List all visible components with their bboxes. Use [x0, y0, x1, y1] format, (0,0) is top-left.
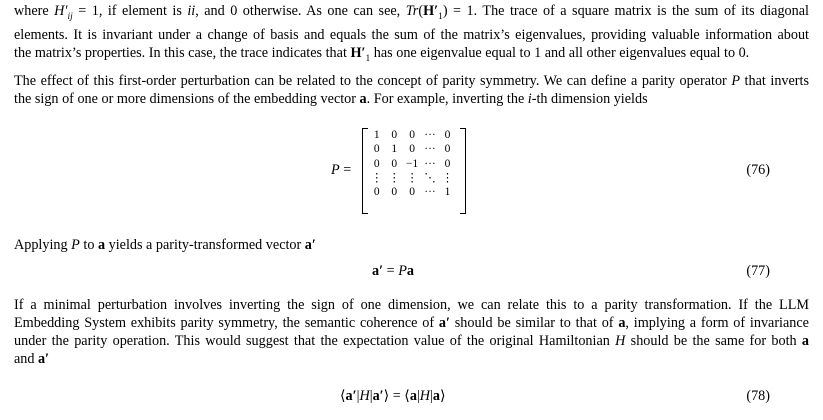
matrix-cell: ⋮: [371, 172, 383, 185]
paragraph-trace: [14, 2, 809, 68]
matrix-cell: 1: [391, 143, 398, 156]
text-line: under the parity operation. This would suggest that the expectation value of the original Hamiltonian H should be the same for both a: [14, 333, 809, 349]
matrix-cell: 0: [373, 143, 380, 156]
equation-number: (78): [746, 388, 770, 404]
matrix-cell: 0: [444, 143, 451, 156]
matrix-cell: 0: [391, 129, 398, 142]
text-line: Applying P to a yields a parity-transformed vector a′: [14, 237, 316, 253]
text-line: elements. It is invariant under a change of basis and equals the sum of the matrix’s eigenvalues, providing valuable information about: [14, 26, 809, 43]
matrix-cell: 1: [444, 186, 451, 199]
text-line: If a minimal perturbation involves inverting the sign of one dimension, we can relate this to a parity transformation. If the LLM: [14, 297, 809, 313]
matrix-cell: ···: [424, 186, 436, 199]
matrix-cell: 0: [444, 129, 451, 142]
matrix-cell: 0: [444, 157, 451, 170]
matrix-cell: 0: [391, 186, 398, 199]
text-line: Embedding System exhibits parity symmetry, the semantic coherence of a′ should be similar to that of a, implying a form of invariance: [14, 315, 809, 331]
matrix-cell: ⋮: [406, 172, 418, 185]
matrix-cell: −1: [406, 157, 419, 170]
equation-number: (77): [746, 263, 770, 279]
paragraph-invariance: [14, 296, 809, 368]
matrix-cell: 1: [373, 129, 380, 142]
text-line: where $H'_{ij} = 1$, if element is ii, and 0 otherwise. As one can see, $Tr(H'_1) = 1$. The trace of a square matrix is the sum of its diagonal: [14, 3, 809, 22]
matrix-cell: 0: [409, 143, 415, 156]
matrix-cell: 0: [373, 186, 380, 199]
parity-matrix: [362, 128, 466, 214]
equation-number: (76): [746, 162, 770, 178]
equation-78: ⟨a′|H|a′⟩ = ⟨a|H|a⟩: [340, 388, 446, 404]
equation-77: a′ = Pa: [372, 263, 414, 279]
matrix-cell: 0: [409, 129, 415, 142]
text-line: The effect of this first-order perturbation can be related to the concept of parity symmetry. We can define a parity operator P that inverts: [14, 73, 809, 89]
text-line: the matrix’s properties. In this case, the trace indicates that $H'_1$ has one eigenvalue equal to 1 and all other eigenvalues equal to 0.: [14, 44, 750, 64]
matrix-cell: ···: [424, 129, 436, 142]
matrix-cell: ⋱: [424, 172, 436, 185]
paragraph-parity: [14, 72, 809, 108]
matrix-cell: 0: [373, 157, 380, 170]
matrix-cell: ···: [424, 143, 436, 156]
text-line: the sign of one or more dimensions of the embedding vector a. For example, inverting the i-th dimension yields: [14, 91, 648, 107]
matrix-cell: 0: [409, 186, 415, 199]
matrix-cell: ⋮: [388, 172, 400, 185]
matrix-cell: ⋮: [441, 172, 454, 185]
equation-76-lhs: P =: [331, 162, 352, 178]
matrix-grid: [368, 128, 456, 199]
paragraph-apply: [14, 236, 809, 254]
matrix-cell: 0: [391, 157, 398, 170]
text-line: and a′: [14, 351, 50, 367]
matrix-cell: ···: [424, 157, 436, 170]
right-bracket: [460, 128, 466, 214]
